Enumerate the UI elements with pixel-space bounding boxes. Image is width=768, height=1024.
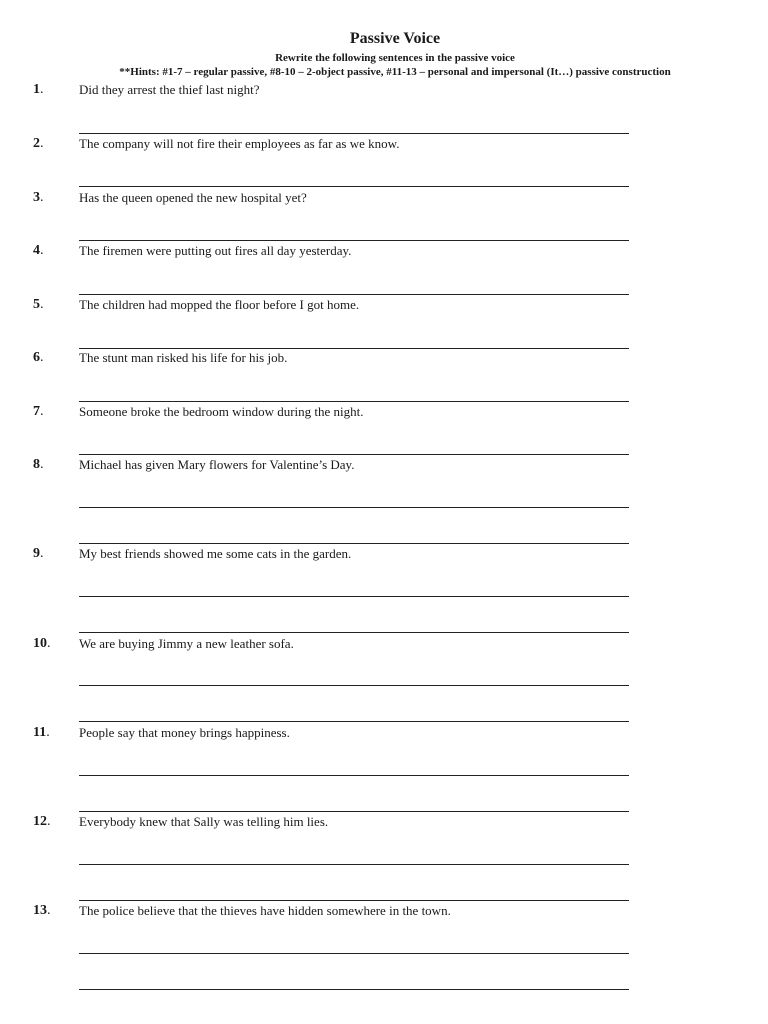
question-text: Everybody knew that Sally was telling him lies. <box>79 814 329 829</box>
answer-line[interactable] <box>79 900 629 901</box>
question-number: 6. <box>33 350 44 365</box>
question-text: People say that money brings happiness. <box>79 725 290 740</box>
hints: **Hints: #1-7 – regular passive, #8-10 – 2-object passive, #11-13 – personal and impersonal (It…) passive construction <box>119 66 671 78</box>
answer-line[interactable] <box>79 294 629 295</box>
question-text: The company will not fire their employees as far as we know. <box>79 136 400 151</box>
answer-line[interactable] <box>79 596 629 597</box>
instructions: Rewrite the following sentences in the passive voice <box>275 52 515 64</box>
question-number: 13. <box>33 903 51 918</box>
question-text: We are buying Jimmy a new leather sofa. <box>79 636 294 651</box>
question-number: 12. <box>33 814 51 829</box>
answer-line[interactable] <box>79 240 629 241</box>
answer-line[interactable] <box>79 685 629 686</box>
answer-line[interactable] <box>79 632 629 633</box>
question-number: 7. <box>33 404 44 419</box>
question-text: The children had mopped the floor before I got home. <box>79 297 360 312</box>
answer-line[interactable] <box>79 543 629 544</box>
question-text: The firemen were putting out fires all day yesterday. <box>79 243 352 258</box>
question-text: Has the queen opened the new hospital yet? <box>79 190 307 205</box>
question-number: 4. <box>33 243 44 258</box>
answer-line[interactable] <box>79 721 629 722</box>
question-number: 11. <box>33 725 50 740</box>
question-text: Michael has given Mary flowers for Valentine’s Day. <box>79 457 355 472</box>
answer-line[interactable] <box>79 811 629 812</box>
question-number: 1. <box>33 82 44 97</box>
question-number: 9. <box>33 546 44 561</box>
question-number: 10. <box>33 636 51 651</box>
question-text: Did they arrest the thief last night? <box>79 82 260 97</box>
question-text: Someone broke the bedroom window during the night. <box>79 404 364 419</box>
answer-line[interactable] <box>79 348 629 349</box>
question-text: The police believe that the thieves have hidden somewhere in the town. <box>79 903 451 918</box>
answer-line[interactable] <box>79 186 629 187</box>
question-text: The stunt man risked his life for his job. <box>79 350 288 365</box>
question-number: 5. <box>33 297 44 312</box>
answer-line[interactable] <box>79 454 629 455</box>
question-text: My best friends showed me some cats in the garden. <box>79 546 352 561</box>
question-number: 8. <box>33 457 44 472</box>
question-number: 3. <box>33 190 44 205</box>
answer-line[interactable] <box>79 989 629 990</box>
answer-line[interactable] <box>79 775 629 776</box>
answer-line[interactable] <box>79 133 629 134</box>
question-number: 2. <box>33 136 44 151</box>
page-title: Passive Voice <box>349 30 441 47</box>
answer-line[interactable] <box>79 864 629 865</box>
answer-line[interactable] <box>79 507 629 508</box>
answer-line[interactable] <box>79 401 629 402</box>
answer-line[interactable] <box>79 953 629 954</box>
